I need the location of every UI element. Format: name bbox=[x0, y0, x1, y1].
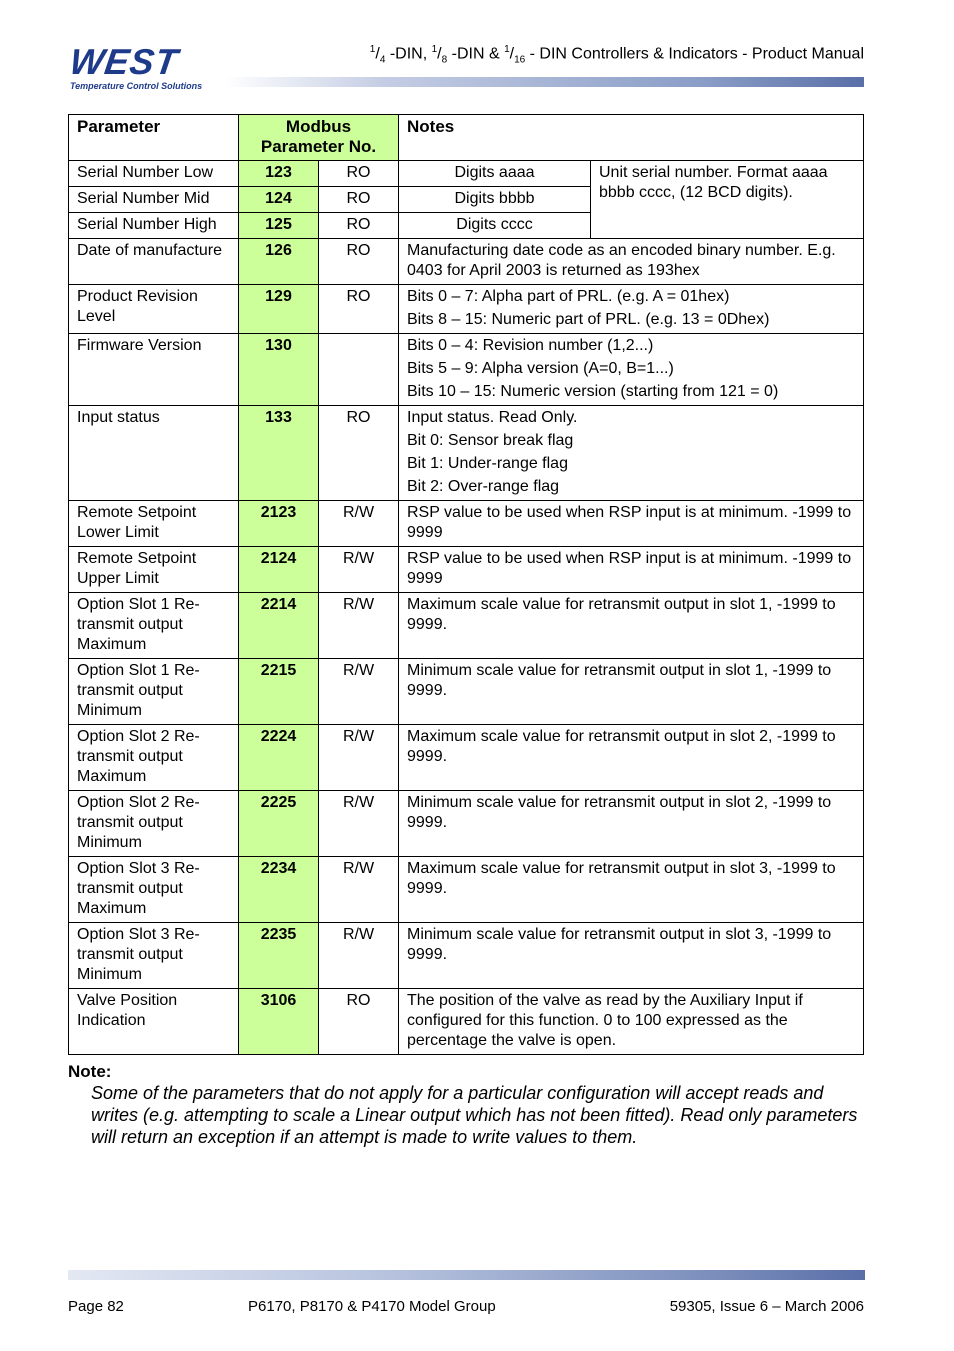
access-mode: R/W bbox=[319, 501, 399, 547]
title-text: -DIN & bbox=[447, 45, 505, 63]
notes-cell bbox=[399, 406, 864, 501]
table-row bbox=[69, 923, 864, 989]
modbus-number: 129 bbox=[239, 285, 319, 334]
frac-num: 1 bbox=[369, 44, 376, 55]
notes-cell bbox=[399, 547, 864, 593]
note-line: Minimum scale value for retransmit output in slot 2, -1999 to 9999. bbox=[407, 794, 832, 831]
note-line: RSP value to be used when RSP input is at minimum. -1999 to 9999 bbox=[407, 550, 852, 587]
west-logo bbox=[67, 41, 230, 91]
table-row bbox=[69, 857, 864, 923]
param-name: Firmware Version bbox=[69, 334, 239, 406]
note-line: RSP value to be used when RSP input is at minimum. -1999 to 9999 bbox=[407, 504, 852, 541]
modbus-number: 126 bbox=[239, 239, 319, 285]
note-line: Minimum scale value for retransmit output in slot 1, -1999 to 9999. bbox=[407, 662, 832, 699]
parameter-table bbox=[68, 114, 864, 1055]
col-header-notes: Notes bbox=[399, 115, 864, 161]
access-mode: RO bbox=[319, 161, 399, 187]
param-name: Option Slot 2 Re-transmit output Maximum bbox=[69, 725, 239, 791]
param-name: Product Revision Level bbox=[69, 285, 239, 334]
logo-tagline: Temperature Control Solutions bbox=[70, 81, 203, 91]
modbus-number: 124 bbox=[239, 187, 319, 213]
access-mode: RO bbox=[319, 239, 399, 285]
param-name: Option Slot 1 Re-transmit output Minimum bbox=[69, 659, 239, 725]
note-line: Bits 8 – 15: Numeric part of PRL. (e.g. 13 = 0Dhex) bbox=[407, 311, 770, 328]
notes-cell bbox=[399, 659, 864, 725]
table-row bbox=[69, 161, 864, 187]
table-row bbox=[69, 334, 864, 406]
note-line: Bit 2: Over-range flag bbox=[407, 478, 560, 495]
note-line: The position of the valve as read by the Auxiliary Input if configured for this function. 0 to 100 expressed as the percentage the valve is open. bbox=[407, 992, 803, 1049]
note-heading: Note: bbox=[68, 1062, 112, 1081]
title-text: - DIN Controllers & Indicators - Product Manual bbox=[525, 45, 864, 63]
notes-cell bbox=[399, 593, 864, 659]
modbus-number: 2214 bbox=[239, 593, 319, 659]
modbus-number: 123 bbox=[239, 161, 319, 187]
frac-den: 4 bbox=[379, 54, 386, 66]
table-row bbox=[69, 406, 864, 501]
access-mode: R/W bbox=[319, 547, 399, 593]
param-name: Serial Number Mid bbox=[69, 187, 239, 213]
access-mode bbox=[319, 334, 399, 406]
table-row bbox=[69, 659, 864, 725]
col-header-parameter: Parameter bbox=[69, 115, 239, 161]
note-line: Bits 0 – 4: Revision number (1,2...) bbox=[407, 337, 654, 354]
note-line: Bit 1: Under-range flag bbox=[407, 455, 568, 472]
modbus-number: 133 bbox=[239, 406, 319, 501]
issue-info: 59305, Issue 6 – March 2006 bbox=[669, 1298, 864, 1315]
access-mode: R/W bbox=[319, 725, 399, 791]
title-text: -DIN, bbox=[385, 45, 432, 63]
notes-cell bbox=[399, 285, 864, 334]
param-name: Valve Position Indication bbox=[69, 989, 239, 1055]
param-name: Option Slot 1 Re-transmit output Maximum bbox=[69, 593, 239, 659]
note-line: Bits 10 – 15: Numeric version (starting from 121 = 0) bbox=[407, 383, 779, 400]
table-row bbox=[69, 501, 864, 547]
modbus-number: 3106 bbox=[239, 989, 319, 1055]
serial-note: Unit serial number. Format aaaa bbbb cccc, (12 BCD digits). bbox=[591, 161, 864, 239]
digits-cell: Digits cccc bbox=[399, 213, 591, 239]
note-line: Maximum scale value for retransmit output in slot 3, -1999 to 9999. bbox=[407, 860, 836, 897]
notes-cell bbox=[399, 791, 864, 857]
table-header-row bbox=[69, 115, 864, 161]
frac-slash: / bbox=[437, 45, 442, 63]
table-row bbox=[69, 547, 864, 593]
modbus-number: 2235 bbox=[239, 923, 319, 989]
header-rule bbox=[224, 77, 864, 87]
param-name: Remote Setpoint Upper Limit bbox=[69, 547, 239, 593]
note-text: Some of the parameters that do not apply for a particular configuration will accept reads and writes (e.g. attempting to scale a Linear output which has not been fitted). Read only parameters will return an exception if an attempt is made to write values to them. bbox=[91, 1083, 858, 1147]
modbus-number: 130 bbox=[239, 334, 319, 406]
note-line: Bits 5 – 9: Alpha version (A=0, B=1...) bbox=[407, 360, 674, 377]
modbus-number: 2225 bbox=[239, 791, 319, 857]
frac-num: 1 bbox=[431, 44, 438, 55]
param-name: Date of manufacture bbox=[69, 239, 239, 285]
footer-rule bbox=[68, 1270, 865, 1280]
note-line: Minimum scale value for retransmit output in slot 3, -1999 to 9999. bbox=[407, 926, 832, 963]
access-mode: R/W bbox=[319, 791, 399, 857]
param-name: Serial Number Low bbox=[69, 161, 239, 187]
note-line: Maximum scale value for retransmit output in slot 2, -1999 to 9999. bbox=[407, 728, 836, 765]
access-mode: R/W bbox=[319, 659, 399, 725]
frac-num: 1 bbox=[504, 44, 510, 55]
access-mode: RO bbox=[319, 406, 399, 501]
access-mode: RO bbox=[319, 989, 399, 1055]
note-line: Input status. Read Only. bbox=[407, 409, 578, 426]
param-name: Serial Number High bbox=[69, 213, 239, 239]
access-mode: R/W bbox=[319, 923, 399, 989]
modbus-number: 2123 bbox=[239, 501, 319, 547]
table-row bbox=[69, 593, 864, 659]
digits-cell: Digits aaaa bbox=[399, 161, 591, 187]
param-name: Input status bbox=[69, 406, 239, 501]
note-line: Bits 0 – 7: Alpha part of PRL. (e.g. A = 01hex) bbox=[407, 288, 730, 305]
param-name: Option Slot 3 Re-transmit output Minimum bbox=[69, 923, 239, 989]
notes-cell bbox=[399, 501, 864, 547]
modbus-number: 125 bbox=[239, 213, 319, 239]
notes-cell bbox=[399, 725, 864, 791]
table-row bbox=[69, 989, 864, 1055]
page-number: Page 82 bbox=[68, 1298, 124, 1315]
access-mode: RO bbox=[319, 285, 399, 334]
col-header-modbus: Modbus Parameter No. bbox=[239, 115, 399, 161]
note-line: Maximum scale value for retransmit output in slot 1, -1999 to 9999. bbox=[407, 596, 836, 633]
access-mode: RO bbox=[319, 187, 399, 213]
modbus-number: 2215 bbox=[239, 659, 319, 725]
table-row bbox=[69, 791, 864, 857]
digits-cell: Digits bbbb bbox=[399, 187, 591, 213]
notes-cell bbox=[399, 857, 864, 923]
notes-cell bbox=[399, 334, 864, 406]
table-row bbox=[69, 239, 864, 285]
logo-word: WEST bbox=[67, 41, 181, 82]
access-mode: R/W bbox=[319, 857, 399, 923]
table-row bbox=[69, 725, 864, 791]
frac-slash: / bbox=[509, 45, 515, 63]
frac-slash: / bbox=[375, 45, 380, 63]
frac-den: 8 bbox=[441, 54, 448, 66]
access-mode: R/W bbox=[319, 593, 399, 659]
access-mode: RO bbox=[319, 213, 399, 239]
param-name: Remote Setpoint Lower Limit bbox=[69, 501, 239, 547]
note-line: Manufacturing date code as an encoded binary number. E.g. 0403 for April 2003 is returned as 193hex bbox=[407, 242, 836, 279]
table-row bbox=[69, 285, 864, 334]
page-header-title bbox=[370, 44, 864, 66]
param-name: Option Slot 3 Re-transmit output Maximum bbox=[69, 857, 239, 923]
frac-den: 16 bbox=[514, 54, 526, 66]
note-line: Bit 0: Sensor break flag bbox=[407, 432, 574, 449]
notes-cell bbox=[399, 923, 864, 989]
modbus-number: 2224 bbox=[239, 725, 319, 791]
modbus-number: 2124 bbox=[239, 547, 319, 593]
modbus-number: 2234 bbox=[239, 857, 319, 923]
param-name: Option Slot 2 Re-transmit output Minimum bbox=[69, 791, 239, 857]
notes-cell bbox=[399, 989, 864, 1055]
model-group: P6170, P8170 & P4170 Model Group bbox=[248, 1298, 496, 1315]
notes-cell bbox=[399, 239, 864, 285]
